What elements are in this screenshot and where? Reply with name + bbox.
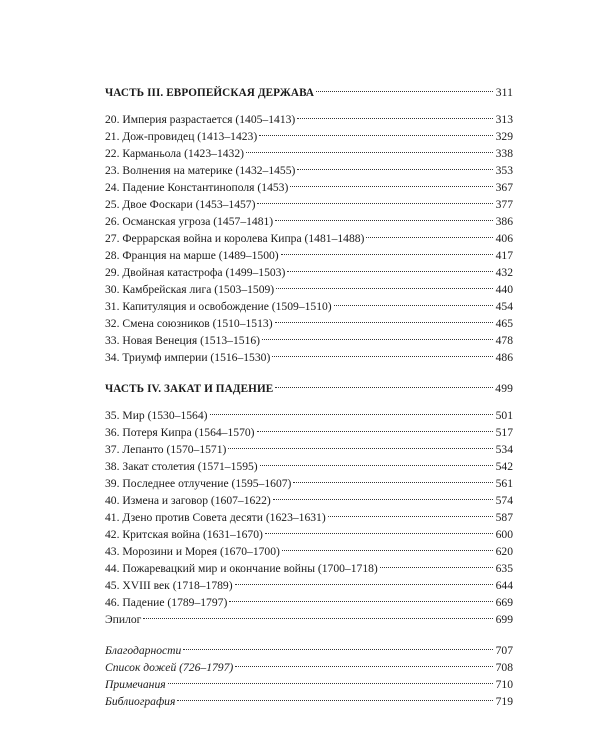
toc-page-number: 377 (495, 198, 513, 211)
toc-chapter-entry[interactable] (105, 402, 513, 422)
toc-page-number: 542 (495, 460, 513, 473)
toc-entry-title: 22. Карманьола (1423–1432) (105, 147, 245, 160)
toc-entry-title: 43. Морозини и Морея (1670–1700) (105, 545, 280, 558)
toc-page-number: 620 (495, 545, 513, 558)
dot-leader (297, 157, 493, 174)
toc-page-number: 313 (495, 113, 513, 126)
toc-page-number: 669 (495, 596, 513, 609)
toc-page-number: 635 (495, 562, 513, 575)
toc-page-number: 574 (495, 494, 513, 507)
toc-entry-title: 39. Последнее отлучение (1595–1607) (105, 477, 292, 490)
dot-leader (287, 259, 493, 276)
toc-entry-title: Благодарности (105, 644, 182, 657)
toc-entry-title: 45. XVIII век (1718–1789) (105, 579, 233, 592)
toc-entry-title: Примечания (105, 678, 166, 691)
dot-leader (281, 242, 493, 259)
toc-page-number: 699 (495, 613, 513, 626)
toc-page-number: 353 (495, 164, 513, 177)
toc-back-matter-entry[interactable] (105, 637, 513, 657)
dot-leader (380, 555, 493, 572)
toc-page-number: 710 (495, 678, 513, 691)
toc-entry-title: Библиография (105, 695, 176, 708)
dot-leader (282, 538, 493, 555)
toc-page-number: 406 (495, 232, 513, 245)
toc-page-number: 600 (495, 528, 513, 541)
toc-entry-title: 28. Франция на марше (1489–1500) (105, 249, 279, 262)
toc-entry-title: Эпилог (105, 613, 142, 626)
toc-entry-title: 44. Пожаревацкий мир и окончание войны (1700–1718) (105, 562, 378, 575)
toc-entry-title: 36. Потеря Кипра (1564–1570) (105, 426, 255, 439)
toc-page-number: 478 (495, 334, 513, 347)
dot-leader (228, 436, 493, 453)
toc-chapter-entry[interactable] (105, 606, 513, 626)
toc-page-number: 367 (495, 181, 513, 194)
toc-entry-title: 20. Империя разрастается (1405–1413) (105, 113, 296, 126)
toc-entry-title: 27. Феррарская война и королева Кипра (1481–1488) (105, 232, 365, 245)
toc-entry-title: 38. Закат столетия (1571–1595) (105, 460, 258, 473)
toc-entry-title: Список дожей (726–1797) (105, 661, 234, 674)
dot-leader (143, 606, 493, 623)
toc-entry-title: 30. Камбрейская лига (1503–1509) (105, 283, 275, 296)
toc-entry-title: 34. Триумф империи (1516–1530) (105, 351, 271, 364)
dot-leader (293, 470, 493, 487)
toc-entry-title: 32. Смена союзников (1510–1513) (105, 317, 273, 330)
toc-entry-title: 35. Мир (1530–1564) (105, 409, 208, 422)
dot-leader (316, 79, 493, 96)
toc-part-heading[interactable] (105, 79, 513, 99)
dot-leader (290, 174, 493, 191)
dot-leader (265, 521, 493, 538)
toc-page-number: 329 (495, 130, 513, 143)
toc-part-title: ЧАСТЬ IV. ЗАКАТ И ПАДЕНИЕ (105, 383, 274, 395)
toc-page-number: 486 (495, 351, 513, 364)
dot-leader (272, 344, 493, 361)
toc-part-title: ЧАСТЬ III. ЕВРОПЕЙСКАЯ ДЕРЖАВА (105, 87, 315, 99)
dot-leader (235, 572, 493, 589)
dot-leader (262, 327, 493, 344)
toc-entry-title: 46. Падение (1789–1797) (105, 596, 228, 609)
toc-page-number: 465 (495, 317, 513, 330)
dot-leader (260, 453, 493, 470)
toc-entry-title: 26. Османская угроза (1457–1481) (105, 215, 274, 228)
toc-entry-title: 40. Измена и заговор (1607–1622) (105, 494, 271, 507)
toc-entry-title: 33. Новая Венеция (1513–1516) (105, 334, 261, 347)
spacer (105, 623, 513, 637)
toc-entry-title: 37. Лепанто (1570–1571) (105, 443, 227, 456)
toc-page-number: 454 (495, 300, 513, 313)
toc-page-number: 644 (495, 579, 513, 592)
dot-leader (275, 208, 493, 225)
toc-entry-title: 23. Волнения на материке (1432–1455) (105, 164, 296, 177)
toc-page-number: 440 (495, 283, 513, 296)
toc-page-number: 707 (495, 644, 513, 657)
dot-leader (177, 688, 493, 705)
toc-page-number: 719 (495, 695, 513, 708)
toc-chapter-list (105, 106, 513, 364)
dot-leader (235, 654, 493, 671)
toc-page-number: 561 (495, 477, 513, 490)
toc-page-number: 432 (495, 266, 513, 279)
dot-leader (257, 191, 493, 208)
toc-page-number: 499 (495, 382, 513, 395)
dot-leader (276, 276, 493, 293)
toc-page-number: 517 (495, 426, 513, 439)
dot-leader (275, 310, 493, 327)
dot-leader (328, 504, 493, 521)
toc-entry-title: 41. Дзено против Совета десяти (1623–1631) (105, 511, 326, 524)
dot-leader (273, 487, 493, 504)
toc-page-number: 708 (495, 661, 513, 674)
dot-leader (297, 106, 493, 123)
toc-page-number: 386 (495, 215, 513, 228)
toc-chapter-entry[interactable] (105, 106, 513, 126)
toc-entry-title: 31. Капитуляция и освобождение (1509–1510) (105, 300, 332, 313)
toc-back-matter-entry[interactable] (105, 688, 513, 708)
dot-leader (183, 637, 493, 654)
dot-leader (275, 375, 493, 392)
toc-page-number: 417 (495, 249, 513, 262)
dot-leader (168, 671, 493, 688)
table-of-contents (105, 79, 513, 708)
toc-page-number: 338 (495, 147, 513, 160)
toc-entry-title: 42. Критская война (1631–1670) (105, 528, 263, 541)
toc-entry-title: 25. Двое Фоскари (1453–1457) (105, 198, 256, 211)
dot-leader (210, 402, 494, 419)
toc-entry-title: 21. Дож-провидец (1413–1423) (105, 130, 258, 143)
toc-chapter-list (105, 402, 513, 626)
toc-page-number: 534 (495, 443, 513, 456)
dot-leader (334, 293, 493, 310)
toc-part-heading[interactable] (105, 375, 513, 395)
toc-entry-title: 29. Двойная катастрофа (1499–1503) (105, 266, 286, 279)
dot-leader (229, 589, 493, 606)
toc-page-number: 311 (495, 86, 513, 99)
dot-leader (246, 140, 493, 157)
dot-leader (257, 419, 493, 436)
dot-leader (366, 225, 493, 242)
toc-entry-title: 24. Падение Константинополя (1453) (105, 181, 289, 194)
toc-page-number: 501 (495, 409, 513, 422)
toc-back-matter-list (105, 637, 513, 708)
toc-page-number: 587 (495, 511, 513, 524)
dot-leader (259, 123, 493, 140)
